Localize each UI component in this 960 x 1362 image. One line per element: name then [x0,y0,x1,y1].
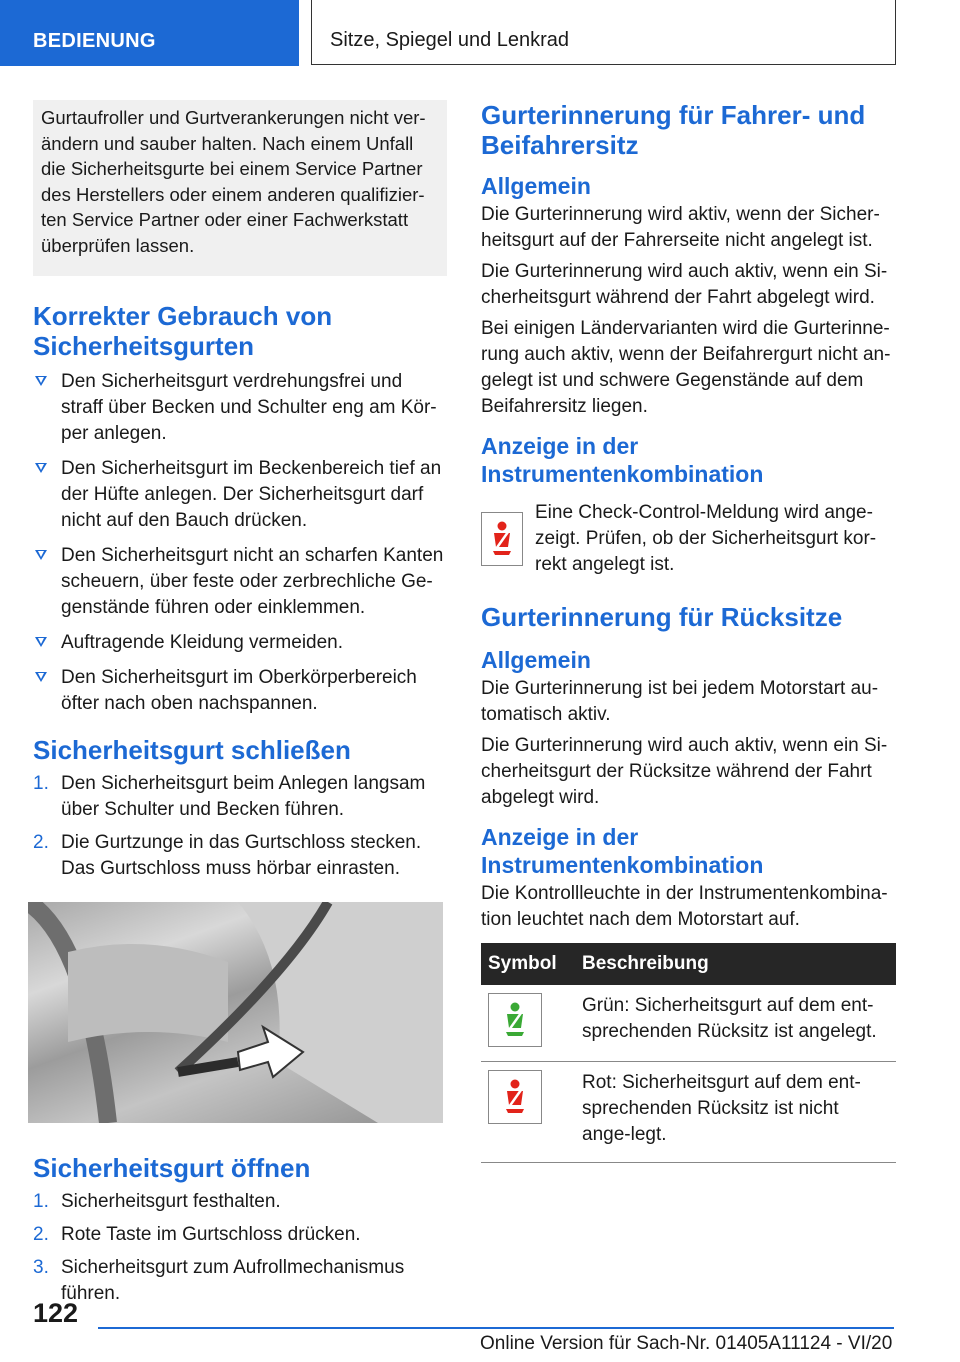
online-version-text: Online Version für Sach-Nr. 01405A11124 - VI/20 [480,1333,893,1354]
oeffnen-steps [33,1189,448,1307]
list-item: Den Sicherheitsgurt im Beckenbereich tief an der Hüfte anlegen. Der Sicherheitsgurt darf nicht auf den Bauch drücken. [33,456,448,534]
table-row [481,1062,896,1163]
step-item: 3. Sicherheitsgurt zum Aufrollmechanismus führen. [33,1257,405,1304]
chapter-header [311,0,896,65]
seatbelt-red-icon [488,1070,542,1124]
paragraph: Die Gurterinnerung wird auch aktiv, wenn ein Si-cherheitsgurt während der Fahrt abgelegt wird. [481,261,888,308]
heading-anzeige: Anzeige in der Instrumentenkombination [481,824,764,878]
heading-fahrer-beifahrer: Gurterinnerung für Fahrer- und Beifahrersitz [481,100,866,160]
section-title: BEDIENUNG [33,30,156,52]
paragraph: Die Kontrollleuchte in der Instrumentenkombina-tion leuchtet nach dem Motorstart auf. [481,883,888,930]
table-row [481,985,896,1062]
seatbelt-warning-icon [481,512,523,566]
paragraph: Die Gurterinnerung ist bei jedem Motorstart au-tomatisch aktiv. [481,678,879,725]
triangle-bullet-icon [35,637,47,647]
step-item: 1. Den Sicherheitsgurt beim Anlegen langsam über Schulter und Becken führen. [33,773,426,820]
heading-gurt-oeffnen: Sicherheitsgurt öffnen [33,1153,311,1183]
footer-divider [98,1327,894,1329]
maintenance-note [33,100,447,276]
seatbelt-illustration [28,902,443,1123]
section-tab [0,0,299,66]
left-column [33,100,448,1314]
table-cell: Rot: Sicherheitsgurt auf dem ent-sprechenden Rücksitz ist nicht ange-legt. [575,1062,896,1163]
heading-ruecksitze: Gurterinnerung für Rücksitze [481,602,843,632]
step-item: 2. Rote Taste im Gurtschloss drücken. [33,1224,361,1245]
heading-anzeige: Anzeige in der Instrumentenkombination [481,433,764,487]
paragraph: Die Gurterinnerung wird aktiv, wenn der Sicher-heitsgurt auf der Fahrerseite nicht angelegt ist. [481,204,880,251]
heading-korrekter-gebrauch: Korrekter Gebrauch von Sicherheitsgurten [33,301,333,361]
triangle-bullet-icon [35,672,47,682]
right-column [481,100,896,1163]
check-control-row [481,500,896,578]
table-header-row [481,943,896,985]
heading-allgemein: Allgemein [481,173,591,199]
seatbelt-green-icon [488,993,542,1047]
symbol-table [481,943,896,1163]
list-item: Den Sicherheitsgurt nicht an scharfen Kanten scheuern, über feste oder zerbrechliche Ge-genstände führen oder einklemmen. [33,543,448,621]
column-header: Beschreibung [575,943,896,985]
list-item: Auftragende Kleidung vermeiden. [33,630,448,656]
step-item: 2. Die Gurtzunge in das Gurtschloss stecken. Das Gurtschloss muss hörbar einrasten. [33,832,422,879]
column-header: Symbol [481,943,575,985]
table-cell: Grün: Sicherheitsgurt auf dem ent-sprechenden Rücksitz ist angelegt. [575,985,896,1062]
page-number: 122 [33,1298,79,1328]
triangle-bullet-icon [35,463,47,473]
step-item: 1. Sicherheitsgurt festhalten. [33,1191,281,1212]
check-control-text: Eine Check-Control-Meldung wird ange-zeigt. Prüfen, ob der Sicherheitsgurt kor-rekt angelegt ist. [535,502,877,575]
note-text: Gurtaufroller und Gurtverankerungen nicht ver-ändern und sauber halten. Nach einem Unfall die Sicherheitsgurte bei einem Service Partner des Herstellers oder einem anderen qualifizier-ten Service Partner oder einer Fachwerkstatt überprüfen lassen. [41,107,426,256]
triangle-bullet-icon [35,376,47,386]
schliessen-steps [33,771,448,882]
list-item: Den Sicherheitsgurt verdrehungsfrei und straff über Becken und Schulter eng am Kör-per anlegen. [33,369,448,447]
korrekt-list [33,369,448,717]
heading-gurt-schliessen: Sicherheitsgurt schließen [33,735,351,765]
paragraph: Bei einigen Ländervarianten wird die Gurterinne-rung auch aktiv, wenn der Beifahrergurt nicht an-gelegt ist und schwere Gegenstände auf dem Beifahrersitz liegen. [481,318,891,417]
chapter-title: Sitze, Spiegel und Lenkrad [330,29,570,51]
heading-allgemein: Allgemein [481,647,591,673]
list-item: Den Sicherheitsgurt im Oberkörperbereich öfter nach oben nachspannen. [33,665,448,717]
paragraph: Die Gurterinnerung wird auch aktiv, wenn ein Si-cherheitsgurt der Rücksitze während der Fahrt abgelegt wird. [481,735,888,808]
triangle-bullet-icon [35,550,47,560]
seatbelt-buckle-photo [28,902,443,1123]
